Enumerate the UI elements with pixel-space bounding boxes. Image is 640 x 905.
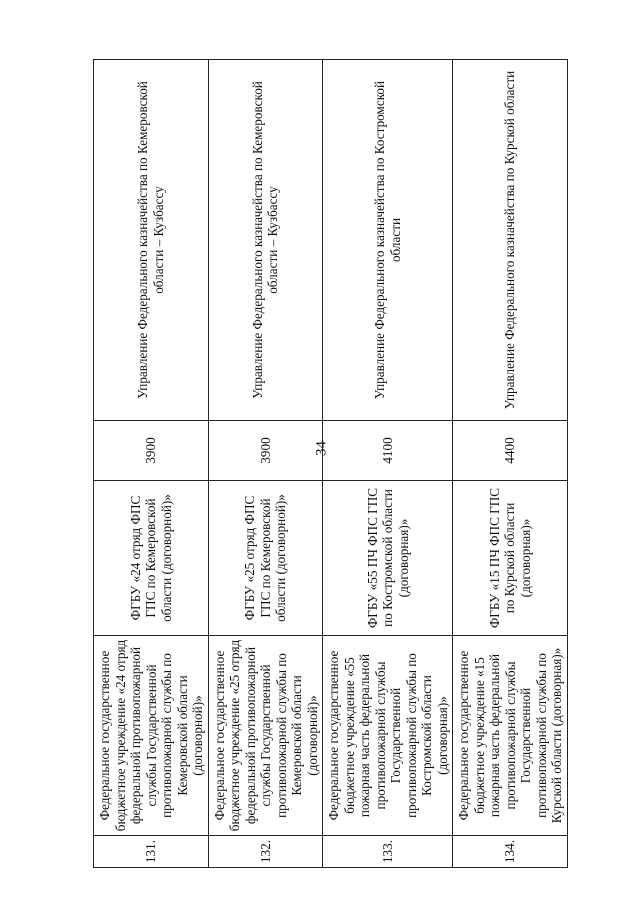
institution-count: 3900 bbox=[94, 421, 209, 481]
page-number: 34 bbox=[313, 441, 330, 456]
institution-full-name: Федеральное государственное бюджетное учреждение «25 отряд федеральной противопожарной службы Государственной противопожарной службы по Кемеровской области (договорной)» bbox=[208, 636, 323, 836]
institution-full-name: Федеральное государственное бюджетное учреждение «55 пожарная часть федеральной противопожарной службы Государственной противопожарной службы по Костромской области (договорная)» bbox=[323, 636, 453, 836]
rotated-table-container bbox=[93, 60, 568, 868]
institution-full-name: Федеральное государственное бюджетное учреждение «24 отряд федеральной противопожарной службы Государственной противопожарной службы по Кемеровской области (договорной)» bbox=[94, 636, 209, 836]
treasury-office: Управление Федерального казначейства по Кемеровской области – Кузбассу bbox=[94, 60, 209, 421]
row-number: 132. bbox=[208, 836, 323, 868]
table-row bbox=[208, 60, 323, 868]
treasury-office: Управление Федерального казначейства по Кемеровской области – Кузбассу bbox=[208, 60, 323, 421]
institution-short-name: ФГБУ «55 ПЧ ФПС ГПС по Костромской области (договорная)» bbox=[323, 481, 453, 636]
institution-count: 3900 bbox=[208, 421, 323, 481]
treasury-office: Управление Федерального казначейства по Костромской области bbox=[323, 60, 453, 421]
row-number: 131. bbox=[94, 836, 209, 868]
row-number: 133. bbox=[323, 836, 453, 868]
institution-short-name: ФГБУ «15 ПЧ ФПС ГПС по Курской области (договорная)» bbox=[453, 481, 568, 636]
institution-count: 4100 bbox=[323, 421, 453, 481]
institution-short-name: ФГБУ «24 отряд ФПС ГПС по Кемеровской области (договорной)» bbox=[94, 481, 209, 636]
table-row bbox=[323, 60, 453, 868]
table-row bbox=[453, 60, 568, 868]
institution-full-name: Федеральное государственное бюджетное учреждение «15 пожарная часть федеральной противопожарной службы Государственной противопожарной службы по Курской области (договорная)» bbox=[453, 636, 568, 836]
institution-count: 4400 bbox=[453, 421, 568, 481]
treasury-office: Управление Федерального казначейства по Курской области bbox=[453, 60, 568, 421]
institutions-table bbox=[93, 59, 568, 868]
row-number: 134. bbox=[453, 836, 568, 868]
table-row bbox=[94, 60, 209, 868]
institution-short-name: ФГБУ «25 отряд ФПС ГПС по Кемеровской области (договорной)» bbox=[208, 481, 323, 636]
